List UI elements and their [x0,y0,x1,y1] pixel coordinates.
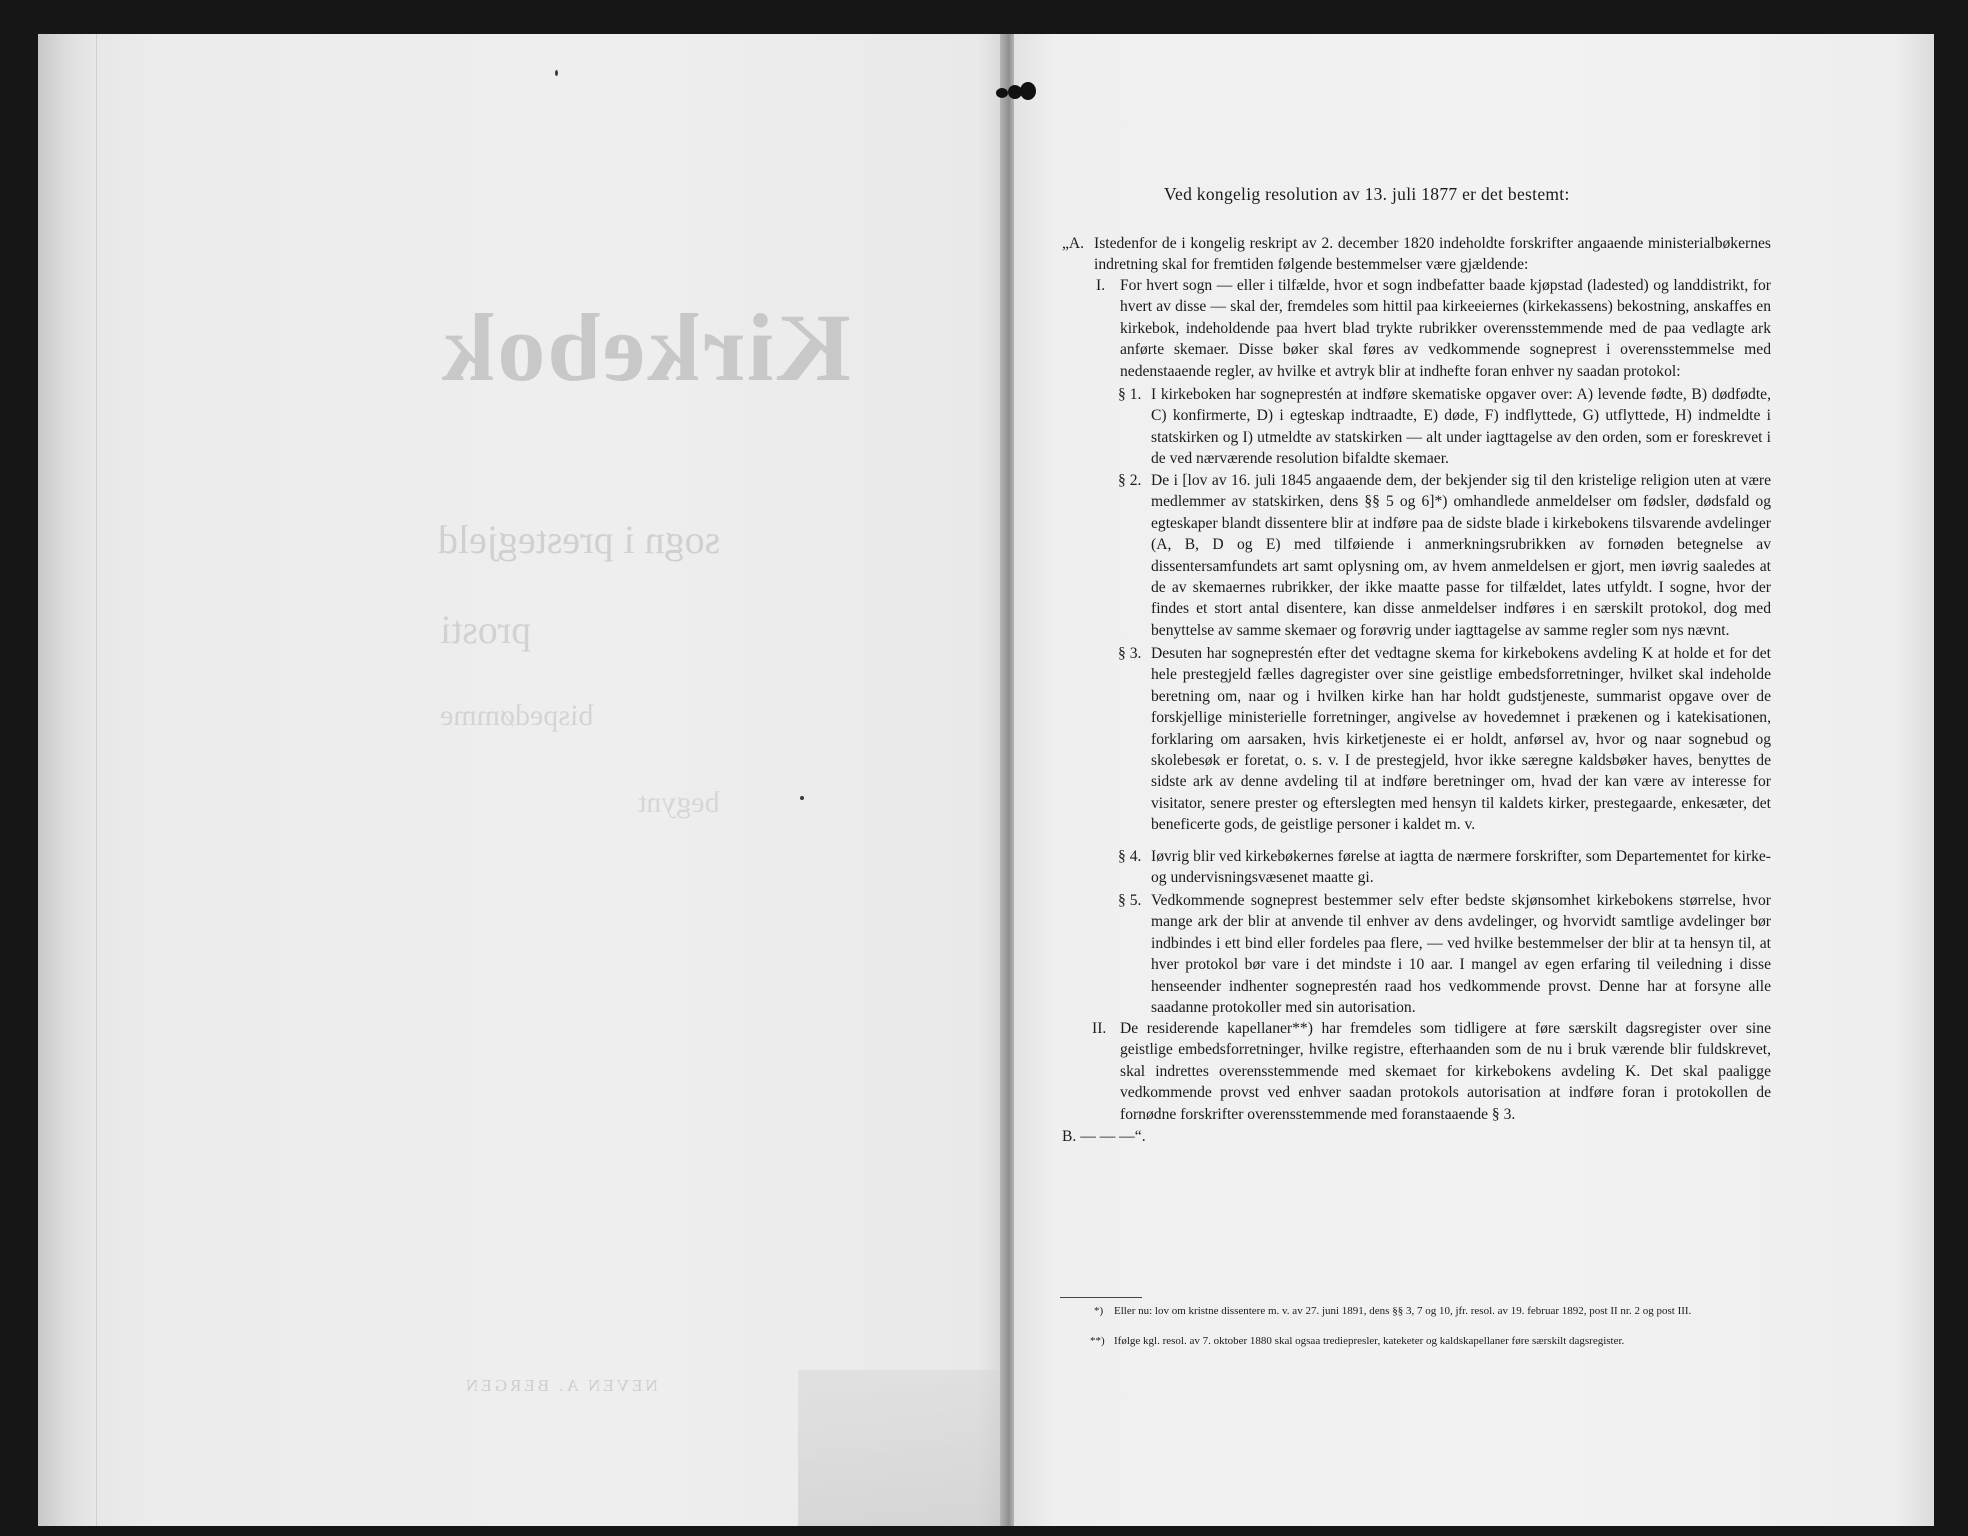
paragraph-3-text: Desuten har sogneprestén efter det vedtagne skema for kirkebokens avdeling K at holde et for det hele prestegjeld fælles dagregister over sine geistlige embedsforretninger, hvilket skal indeholde beretning om, naar og i hvilken kirke han har holdt gudstjeneste, summarist opgave over de forskjellige ministerielle forretninger, angivelse av hovedemnet i prækenen og i katekisationen, forklaring om aarsaken, hvis kirketjeneste ei er holdt, anførsel av, hvor og naar sognebud og skolebesøk er foretat, o. s. v. I de prestegjeld, hvor ikke særegne kaldsbøker haves, benyttes de sidste ark av denne avdeling til at indføre beretninger om, hvad der kan være av interesse for visitator, senere prester og efterslegten med hensyn til kaldets kirker, prestegaarde, enkesæter, det beneficerte gods, de geistlige personer i kaldet m. v. [1151,645,1771,834]
binding-hole [994,82,1038,104]
footnote-1-text: Eller nu: lov om kristne dissentere m. v. av 27. juni 1891, dens §§ 3, 7 og 10, jfr. resol. av 19. februar 1892, post II nr. 2 og post III. [1114,1305,1692,1317]
ghost-title: Kirkebok [440,294,851,401]
right-page [1014,34,1934,1526]
section-b: B. — — —“. [1062,1128,1146,1145]
ghost-line: bispedømme [440,699,594,732]
paragraph-4-text: Iøvrig blir ved kirkebøkernes førelse at iagtta de nærmere forskrifter, som Departementet for kirke- og undervisningsvæsenet maatte gi. [1151,848,1771,887]
item-1-text: For hvert sogn — eller i tilfælde, hvor et sogn indbefatter baade kjøpstad (ladested) og landdistrikt, for hvert av disse — skal der, fremdeles som hittil paa kirkeeiernes (kirkekassens) bekostning, anskaffes en kirkebok, indeholdende paa hvert blad trykte rubrikker overensstemmende med de paa vedlagte ark anførte skemaer. Disse bøker skal føres av vedkommende sogneprest i overensstemmelse med nedenstaaende regler, av hvilke et avtryk blir at indhefte foran enhver ny saadan protokol: [1120,277,1771,380]
paragraph-2-mark: § 2. [1118,472,1142,489]
specks [800,796,804,800]
section-a-text: Istedenfor de i kongelig reskript av 2. december 1820 indeholdte forskrifter angaaende ministerialbøkernes indretning skal for fremtiden følgende bestemmelser være gjældende: [1094,235,1771,274]
resolution-text [1014,34,1934,1526]
footnote-rule [1060,1297,1142,1298]
ghost-line: begynt [638,786,720,819]
page-shadow [798,1370,1006,1526]
specks [555,70,558,76]
paragraph-3-mark: § 3. [1118,645,1142,662]
paragraph-2-text: De i [lov av 16. juli 1845 angaaende dem, der bekjender sig til den kristelige religion uten at være medlemmer av statskirken, dens §§ 5 og 6]*) omhandlede anmeldelser om fødsler, dødsfald og egteskaper blandt dissentere blir at indføre paa de sidste blade i kirkebokens tilsvarende avdelinger (A, B, D og E) med tilføiende i anmerkningsrubrikken av fornøden betegnelse av dissentersamfundets art samt oplysning om, av hvem anmeldelsen er gjort, men iøvrig saaledes at de av skemaernes rubrikker, der ikke maatte passe for tilfældet, lates utfyldt. I sogne, hvor der findes et stort antal disentere, kan disse anmeldelser indføres i en særskilt protokol, dog med benyttelse av samme skemaer og forøvrig under iagttagelse av samme regler som nys nævnt. [1151,472,1771,639]
section-a-mark: „A. [1062,235,1085,252]
page-heading: Ved kongelig resolution av 13. juli 1877 er det bestemt: [1164,184,1570,204]
left-page-edge [38,34,97,1526]
footnote-2-mark: **) [1090,1335,1105,1347]
paragraph-5-text: Vedkommende sogneprest bestemmer selv efter bedste skjønsomhet kirkebokens størrelse, hvor mange ark der blir at anvende til enhver av dens avdelinger, og hvorvidt samtlige avdelinger bør indbindes i ett bind eller fordeles paa flere, — ved hvilke bestemmelser der blir at ta hensyn til, at hver protokol bør vare i det mindste i 10 aar. I mangel av egen erfaring til veiledning i disse henseender indhenter sogneprestén raad hos vedkommende provst. Denne har at forsyne alle saadanne protokoller med sin autorisation. [1151,892,1771,1017]
left-page [38,34,1006,1526]
footnote-1-mark: *) [1094,1305,1104,1317]
paragraph-1-text: I kirkeboken har sogneprestén at indføre skematiske opgaver over: A) levende fødte, B) dødfødte, C) konfirmerte, D) i egteskap indtraadte, E) døde, F) indflyttede, G) utflyttede, H) indmeldte i statskirken og I) utmeldte av statskirken — alt under iagttagelse av den orden, som er foreskrevet i de ved nærværende resolution bifaldte skemaer. [1151,386,1771,468]
item-1-mark: I. [1096,277,1106,294]
paragraph-4-mark: § 4. [1118,848,1142,865]
ghost-printer-mark: NEVEN A. BERGEN [463,1376,658,1395]
ghost-line: sogn i prestegjeld [438,517,721,562]
item-2-mark: II. [1092,1020,1107,1037]
paragraph-1-mark: § 1. [1118,386,1142,403]
footnote-2-text: Ifølge kgl. resol. av 7. oktober 1880 skal ogsaa trediepresler, kateketer og kaldskapellaner føre særskilt dagsregister. [1114,1335,1625,1347]
ghost-line: prosti [440,607,532,652]
paragraph-5-mark: § 5. [1118,892,1142,909]
item-2-text: De residerende kapellaner**) har fremdeles som tidligere at føre særskilt dagsregister over sine geistlige embedsforretninger, hvilke registre, efterhaanden som de nu i bruk værende blir fuldskrevet, skal indrettes overensstemmende med skemaet for kirkebokens avdeling K. Det skal paaligge vedkommende provst ved enhver saadan protokols autorisation at indføre foran i protokollen de fornødne forskrifter overensstemmende med foranstaaende § 3. [1120,1020,1771,1123]
